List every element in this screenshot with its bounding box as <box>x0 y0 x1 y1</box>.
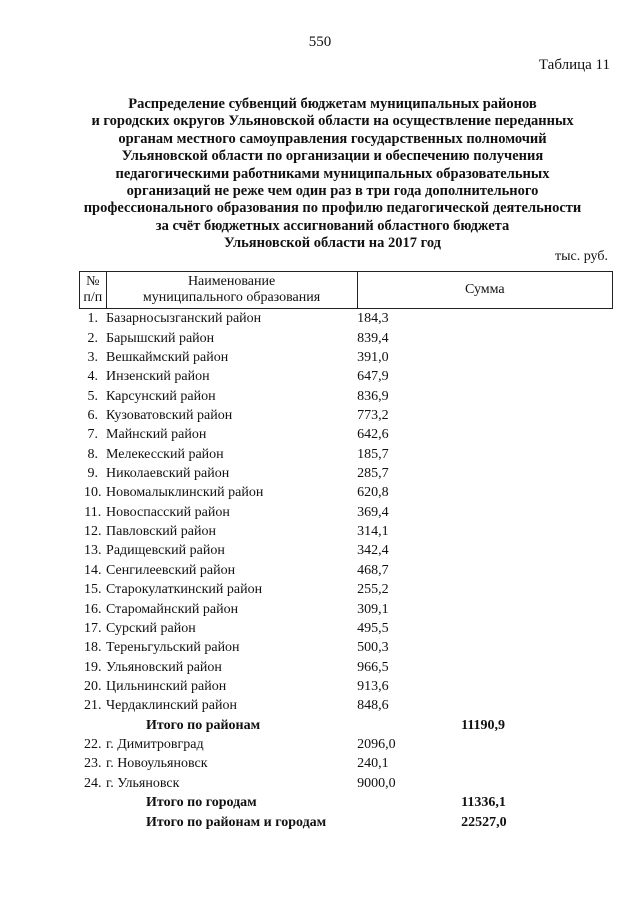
table-row <box>80 696 613 715</box>
row-sum: 342,4 <box>357 543 389 559</box>
row-sum: 468,7 <box>357 562 389 578</box>
row-sum: 184,3 <box>357 311 389 327</box>
row-name: Новоспасский район <box>106 504 230 520</box>
row-number: 12. <box>84 524 102 540</box>
row-name: г. Ульяновск <box>106 775 180 791</box>
row-name: Сурский район <box>106 620 196 636</box>
row-number: 20. <box>84 679 102 694</box>
row-number: 24. <box>84 775 102 791</box>
row-number: 4. <box>87 369 99 385</box>
row-sum: 9000,0 <box>357 775 396 791</box>
title-line: органам местного самоуправления государственных полномочий <box>118 130 547 147</box>
row-number: 16. <box>84 601 102 617</box>
row-name: Радищевский район <box>106 543 225 559</box>
row-sum: 848,6 <box>357 698 389 714</box>
row-sum: 620,8 <box>357 485 389 501</box>
table-row <box>80 677 613 696</box>
row-sum: 2096,0 <box>357 737 396 753</box>
title-line: Ульяновской области на 2017 год <box>223 235 442 252</box>
document-title <box>60 96 605 253</box>
table-row <box>80 367 613 386</box>
table-row <box>80 735 613 754</box>
table-row <box>80 619 613 638</box>
row-name: г. Димитровград <box>106 737 204 753</box>
row-name: Николаевский район <box>106 466 230 482</box>
total-row <box>80 793 613 812</box>
title-line: Ульяновской области по организации и обеспечению получения <box>121 148 544 165</box>
row-name: Итого по районам <box>146 717 261 733</box>
units-label: тыс. руб. <box>555 249 608 264</box>
row-name: Ульяновский район <box>106 659 222 675</box>
row-name: Карсунский район <box>106 388 216 404</box>
table-row <box>80 522 613 541</box>
total-row <box>80 812 613 831</box>
row-name: Чердаклинский район <box>106 698 237 714</box>
title-line: Распределение субвенций бюджетам муниципальных районов <box>128 96 537 112</box>
row-sum: 836,9 <box>357 388 389 404</box>
table-label: Таблица 11 <box>538 57 610 73</box>
table-header <box>80 272 613 309</box>
title-line: педагогическими работниками муниципальных образовательных <box>115 165 550 182</box>
total-row <box>80 716 613 735</box>
row-name: Базарносызганский район <box>106 311 262 327</box>
table-body <box>80 309 613 832</box>
row-number: 7. <box>87 427 99 443</box>
row-name: Итого по городам <box>146 795 257 811</box>
row-number: 2. <box>87 330 99 346</box>
header-number-line1: № <box>86 274 100 289</box>
table-row <box>80 445 613 464</box>
title-line: и городских округов Ульяновской области на осуществление переданных <box>91 113 574 130</box>
row-number: 8. <box>87 446 99 462</box>
table-row <box>80 541 613 560</box>
row-sum: 240,1 <box>357 756 389 772</box>
budget-table <box>79 271 613 832</box>
row-name: Тереньгульский район <box>106 640 240 656</box>
row-number <box>80 793 107 812</box>
row-sum: 839,4 <box>357 330 389 346</box>
row-name: Итого по районам и городам <box>146 814 327 830</box>
row-name: Кузоватовский район <box>106 407 233 423</box>
row-name: Майнский район <box>106 427 207 443</box>
table-row <box>80 503 613 522</box>
table-row <box>80 580 613 599</box>
header-number <box>80 272 107 309</box>
row-number <box>80 812 107 831</box>
row-name: Павловский район <box>106 524 216 540</box>
row-name: Сенгилеевский район <box>106 562 236 578</box>
row-number: 10. <box>84 485 102 501</box>
row-name: Новомалыклинский район <box>106 485 264 501</box>
row-number: 21. <box>84 698 102 714</box>
row-number: 1. <box>87 311 99 327</box>
header-number-line2: п/п <box>83 290 103 305</box>
row-number: 14. <box>84 562 102 578</box>
table-row <box>80 406 613 425</box>
row-number: 23. <box>84 756 102 772</box>
row-number: 17. <box>84 620 102 636</box>
table-row <box>80 754 613 773</box>
row-sum: 391,0 <box>357 349 389 365</box>
row-sum: 314,1 <box>357 524 389 540</box>
row-sum: 11190,9 <box>461 717 506 733</box>
row-number: 19. <box>84 659 102 675</box>
table-row <box>80 561 613 580</box>
header-sum: Сумма <box>357 272 612 309</box>
row-sum: 495,5 <box>357 620 389 636</box>
table-row <box>80 657 613 676</box>
table-row <box>80 464 613 483</box>
row-sum: 773,2 <box>357 407 389 423</box>
row-number: 13. <box>84 543 102 559</box>
table-row <box>80 599 613 618</box>
row-number: 6. <box>87 407 99 423</box>
table-row <box>80 638 613 657</box>
row-name: Вешкаймский район <box>106 349 229 365</box>
row-number: 9. <box>87 466 99 482</box>
row-name: г. Новоульяновск <box>106 756 208 772</box>
table-row <box>80 309 613 329</box>
table-row <box>80 774 613 793</box>
row-number: 18. <box>84 640 102 656</box>
row-sum: 255,2 <box>357 582 389 598</box>
table-row <box>80 348 613 367</box>
table-row <box>80 425 613 444</box>
row-sum: 500,3 <box>357 640 389 656</box>
row-number: 22. <box>84 737 102 753</box>
row-sum: 11336,1 <box>461 795 506 811</box>
row-number: 5. <box>87 388 99 404</box>
title-line: организаций не реже чем один раз в три года дополнительного <box>126 183 539 200</box>
table-row <box>80 328 613 347</box>
row-name: Инзенский район <box>106 369 210 385</box>
header-name-line2: муниципального образования <box>142 290 321 305</box>
row-sum: 285,7 <box>357 466 389 482</box>
row-sum: 185,7 <box>357 446 389 462</box>
row-sum: 309,1 <box>357 601 389 617</box>
row-name: Старокулаткинский район <box>106 582 263 598</box>
header-row <box>80 272 613 309</box>
row-name: Барышский район <box>106 330 215 346</box>
row-sum: 369,4 <box>357 504 389 520</box>
row-name: Цильнинский район <box>106 679 227 694</box>
title-line: профессионального образования по профилю педагогической деятельности <box>83 200 582 217</box>
table-row <box>80 386 613 405</box>
header-name-line1: Наименование <box>187 274 276 289</box>
row-name: Мелекесский район <box>106 446 224 462</box>
header-name <box>106 272 357 309</box>
row-sum: 22527,0 <box>461 814 507 830</box>
title-line: за счёт бюджетных ассигнований областного бюджета <box>155 217 510 234</box>
row-sum: 642,6 <box>357 427 389 443</box>
row-number: 3. <box>87 349 99 365</box>
row-sum: 913,6 <box>357 679 389 694</box>
page-number: 550 <box>308 34 332 50</box>
table-row <box>80 483 613 502</box>
row-number: 15. <box>84 582 102 598</box>
row-number: 11. <box>84 504 102 520</box>
row-sum: 647,9 <box>357 369 389 385</box>
row-number <box>80 716 107 735</box>
row-sum: 966,5 <box>357 659 389 675</box>
row-name: Старомайнский район <box>106 601 239 617</box>
